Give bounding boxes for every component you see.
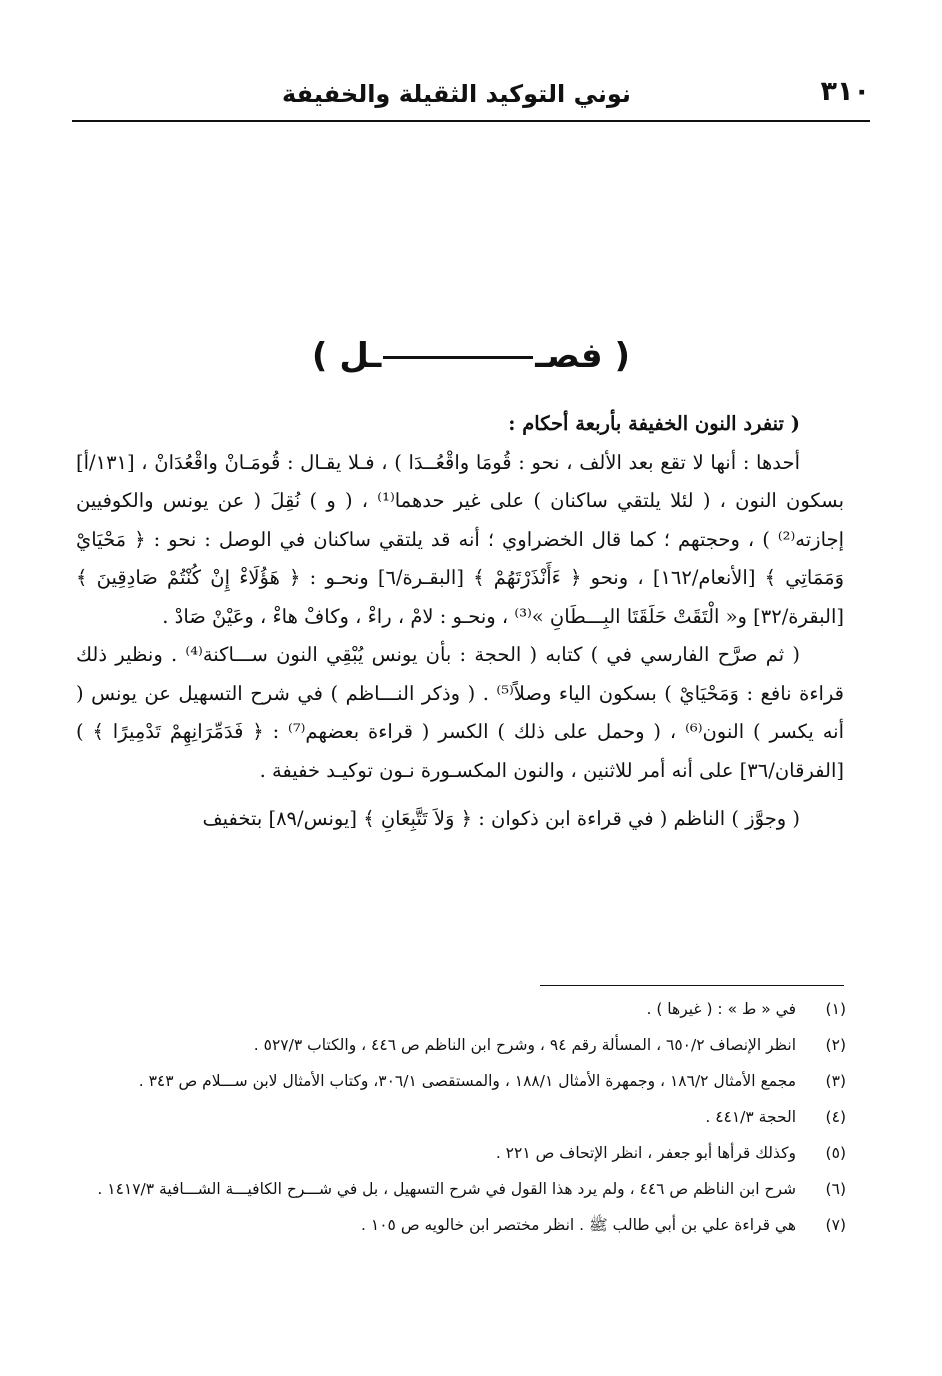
footnote [76,1067,846,1096]
page-header [72,76,870,122]
running-title: نوني التوكيد الثقيلة والخفيفة [282,80,631,108]
footnote-number: (٧) [825,1216,846,1234]
footnote-number: (٦) [825,1180,846,1198]
footnote-text: هي قراءة علي بن أبي طالب ﷺ . انظر مختصر ابن خالويه ص ١٠٥ . [361,1216,796,1234]
heading-close-paren: ) [311,336,328,376]
paragraph-first-ruling: أحدها : أنها لا تقع بعد الألف ، نحو : قُومَا واقْعُــدَا ) ، فـلا يقـال : قُومَـانْ واقْعُدَانْ ، [١٣١/أ] بسكون النون ، ( لئلا يلتقي ساكنان ) على غير حدهما⁽¹⁾ ، ( و ) نُقِلَ ( عن يونس والكوفيين إجازته⁽²⁾ ) ، وحجتهم ؛ كما قال الخضراوي ؛ أنه قد يلتقي ساكنان في الوصل : نحو : ﴿ مَحْيَايْ وَمَمَاتِي ﴾ [الأنعام/١٦٢] ، ونحو ﴿ ءَأَنْذَرْتَهُمْ ﴾ [البقـرة/٦] ونحـو : ﴿ هَؤُلَاءْ إِنْ كُنْتُمْ صَادِقِينَ ﴾ [البقرة/٣٢] و« الْتَقَتْ حَلَقَتَا البِـــطَانِ »⁽³⁾ ، ونحـو : لامْ ، راءْ ، وكافْ هاءْ ، وعَيْنْ صَادْ . [76,450,845,628]
paragraph-farisi: ( ثم صرَّح الفارسي في ) كتابه ( الحجة : بأن يونس يُبْقِي النون ســـاكنة⁽⁴⁾ . ونظير ذلك قراءة نافع : وَمَحْيَايْ ) بسكون الياء وصلاً⁽⁵⁾ . ( وذكر النـــاظم ) في شرح التسهيل عن يونس ( أنه يكسر ) النون⁽⁶⁾ ، ( وحمل على ذلك ) الكسر ( قراءة بعضهم⁽⁷⁾ : ﴿ فَدَمِّرَانِهِمْ تَدْمِيرًا ﴾ ) [الفرقان/٣٦] على أنه أمر للاثنين ، والنون المكسـورة نـون توكيـد خفيفة . [76,643,844,782]
footnote-number: (٣) [825,1072,846,1090]
footnote [76,995,846,1024]
paragraph-ibn-dhakwan: ( وجوَّز ) الناظم ( في قراءة ابن ذكوان : ﴿ وَلاَ تَتَّبِعَانِ ﴾ [يونس/٨٩] بتخفيف [202,807,800,830]
footnote-text: وكذلك قرأها أبو جعفر ، انظر الإتحاف ص ٢٢١ . [495,1144,796,1162]
footnote-text: الحجة ٤٤١/٣ . [705,1108,796,1126]
footnote [76,1139,846,1168]
heading-open-paren: ( [614,336,631,376]
footnote-number: (٢) [825,1036,846,1054]
footnote [76,1103,846,1132]
body-text [76,405,844,839]
footnote-text: في « ط » : ( غيرها ) . [646,1000,796,1018]
heading-word-start: فصـ [535,336,603,376]
footnote-number: (٥) [825,1144,846,1162]
footnote [76,1031,846,1060]
footnote-number: (٤) [825,1108,846,1126]
footnotes [76,995,846,1247]
footnote [76,1175,846,1204]
footnote-text: انظر الإنصاف ٦٥٠/٢ ، المسألة رقم ٩٤ ، وشرح ابن الناظم ص ٤٤٦ ، والكتاب ٥٢٧/٣ . [253,1036,796,1054]
footnote [76,1211,846,1240]
footnote-separator [540,985,844,986]
footnote-text: شرح ابن الناظم ص ٤٤٦ ، ولم يرد هذا القول في شرح التسهيل ، بل في شـــرح الكافيـــة الشـــافية ١٤١٧/٣ . [97,1180,796,1198]
intro-line: ( تنفرد النون الخفيفة بأربعة أحكام : [508,412,800,435]
heading-word-end: ـل [339,336,382,376]
footnote-text: مجمع الأمثال ١٨٦/٢ ، وجمهرة الأمثال ١٨٨/١ ، والمستقصى ٣٠٦/١، وكتاب الأمثال لابن ســـلام ص ٣٤٣ . [138,1072,796,1090]
section-heading [0,336,942,376]
page-number: ٣١٠ [820,76,870,107]
heading-kashida [383,356,533,359]
footnote-number: (١) [825,1000,846,1018]
